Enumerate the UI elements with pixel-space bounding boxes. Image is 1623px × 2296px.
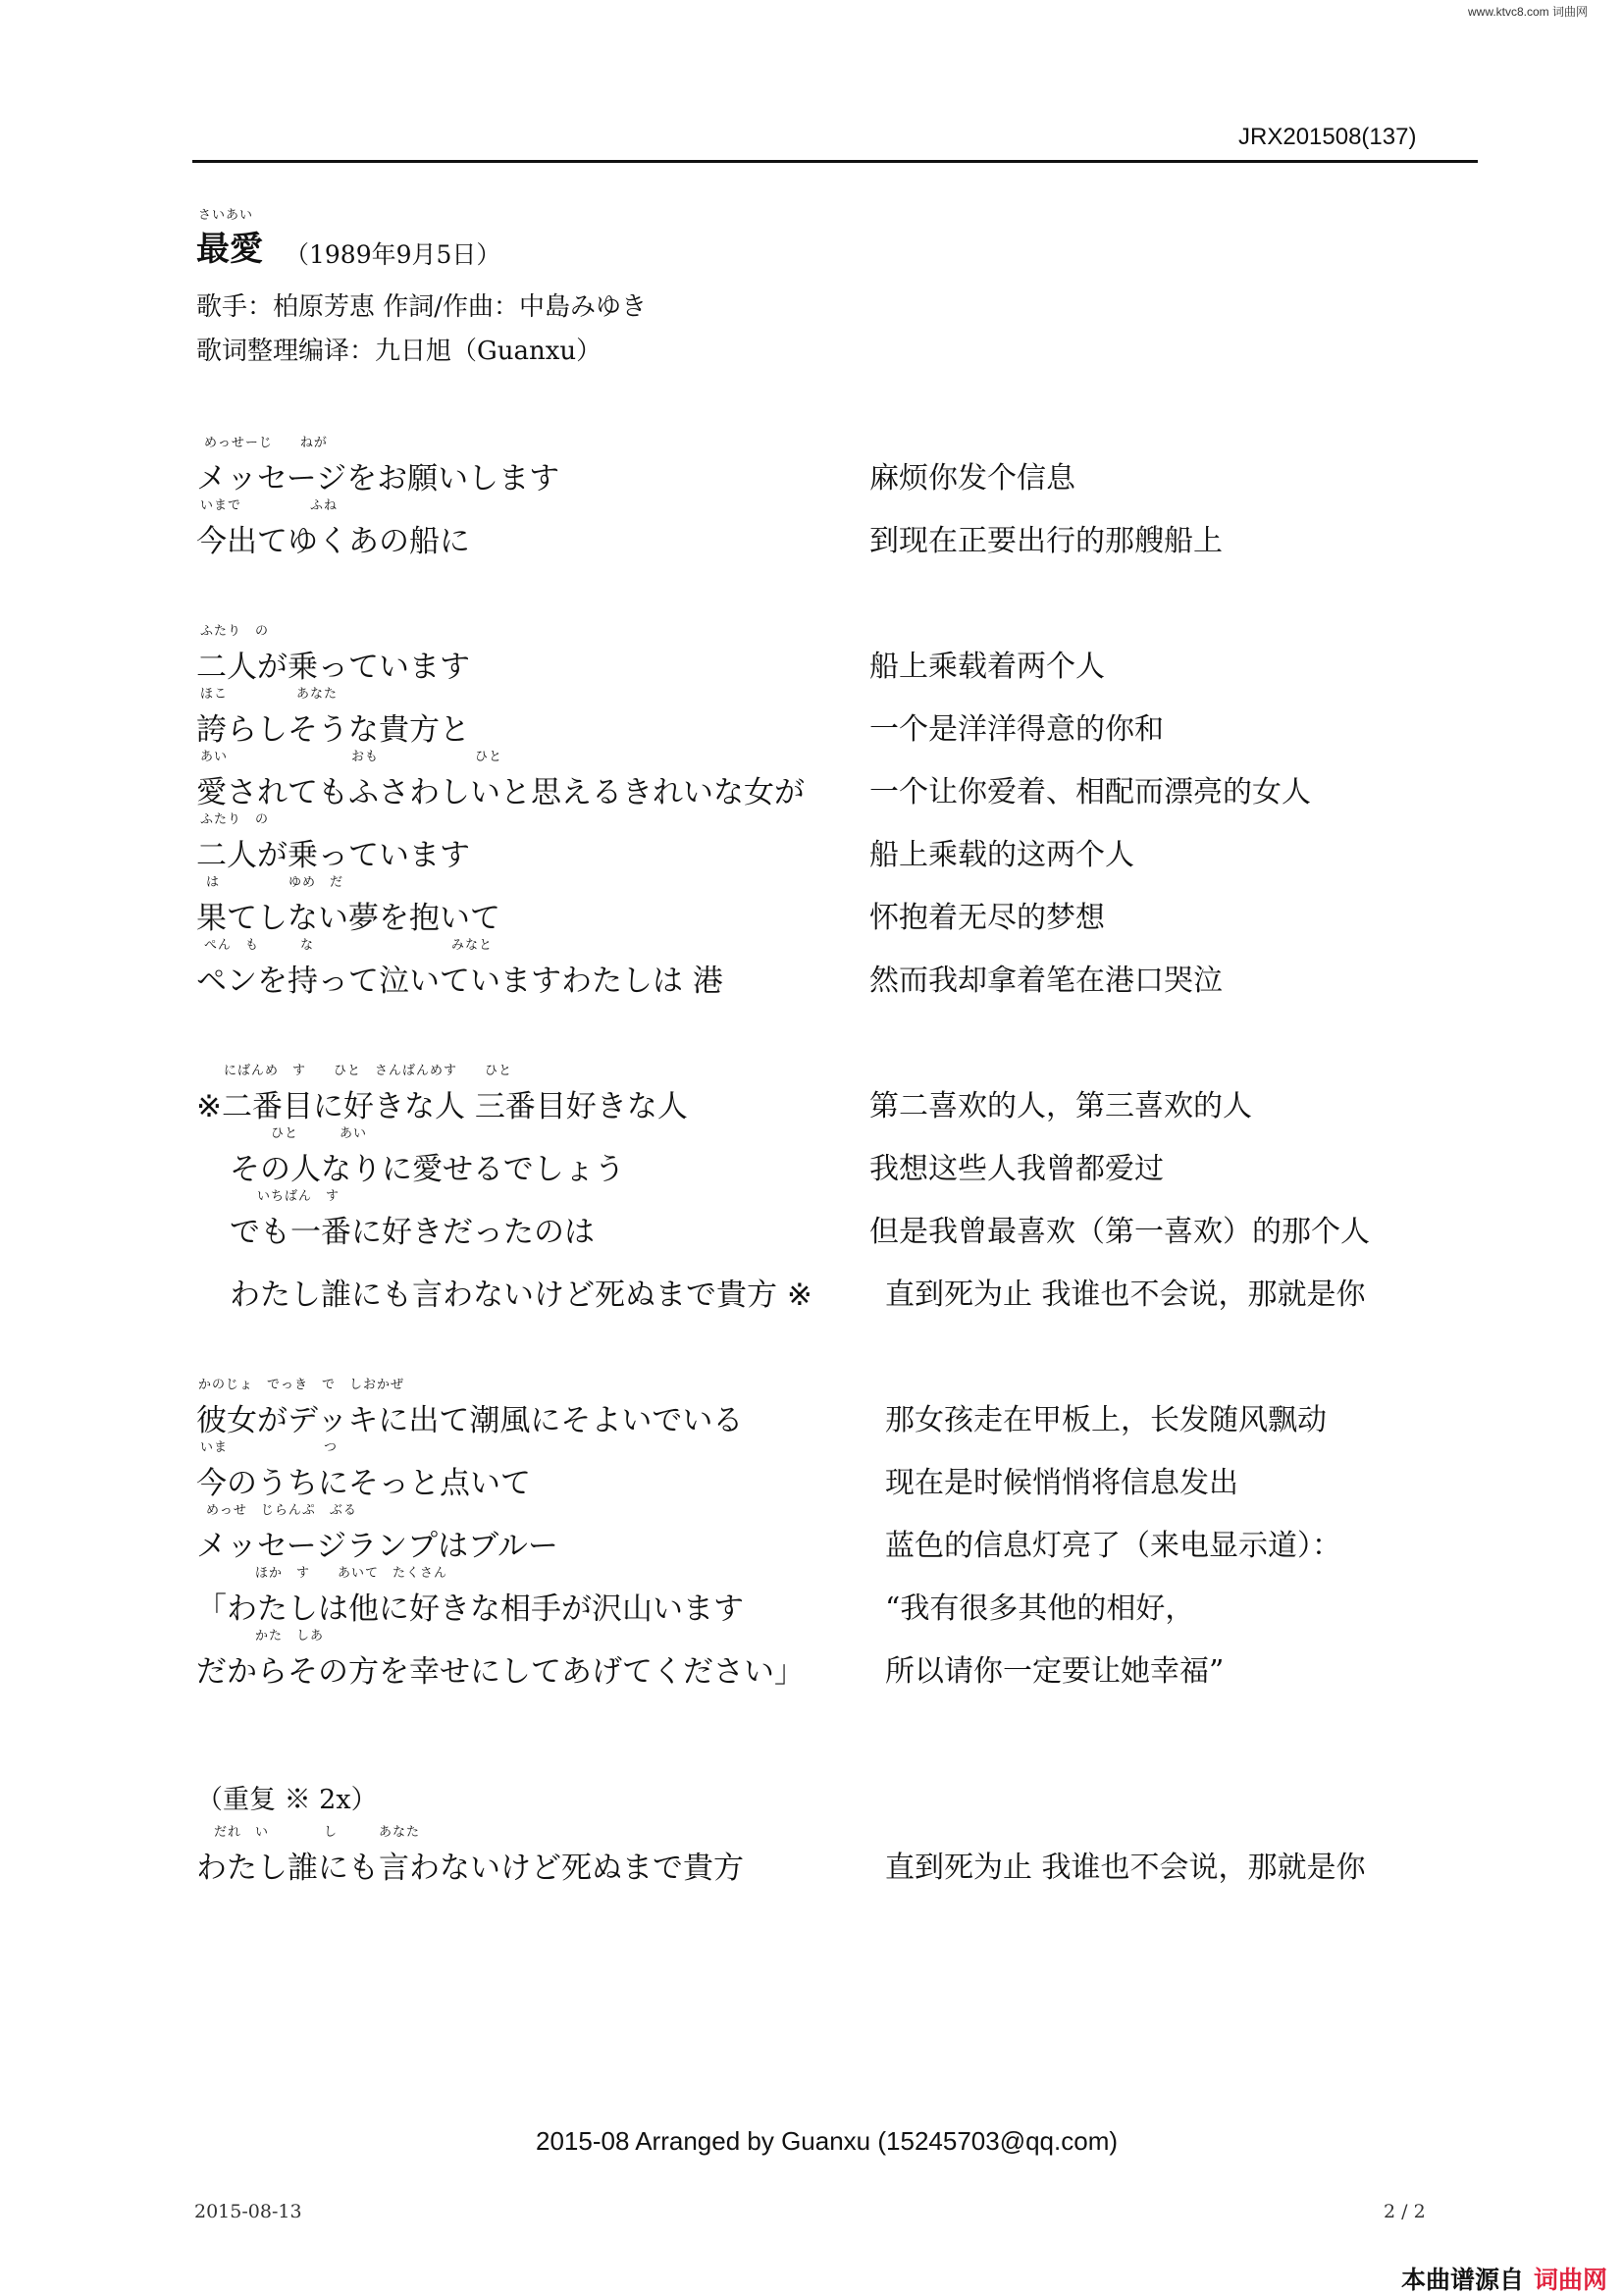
lyric-chinese: 第二喜欢的人，第三喜欢的人 <box>869 1089 1252 1123</box>
lyric-ruby: だれ い し あなた <box>200 1825 421 1840</box>
lyric-ruby: ぺん も な みなと <box>204 938 494 953</box>
lyric-ruby: いまで ふね <box>200 498 339 513</box>
lyric-chinese: 现在是时候悄悄将信息发出 <box>885 1466 1238 1500</box>
lyric-ruby: あい おも ひと <box>200 750 503 764</box>
lyric-japanese: 彼女がデッキに出て潮風にそよいでいる <box>196 1403 744 1438</box>
song-date: （1989年9月5日） <box>285 240 501 269</box>
lyric-line <box>0 809 1623 877</box>
editor-credits: 歌词整理编译：九日旭（Guanxu） <box>196 337 602 366</box>
source-brand[interactable]: 词曲网 <box>1534 2266 1608 2294</box>
lyric-ruby: は ゆめ だ <box>206 875 344 890</box>
song-title: 最愛 <box>196 230 263 269</box>
print-date: 2015-08-13 <box>194 2201 302 2222</box>
lyric-chinese: “我有很多其他的相好， <box>885 1592 1195 1626</box>
repeat-note: （重复 ※ 2x） <box>196 1785 378 1815</box>
site-url: www.ktvc8.com 词曲网 <box>1468 5 1589 19</box>
lyric-line <box>0 871 1623 940</box>
lyric-line <box>0 1060 1623 1128</box>
lyric-ruby: ひと あい <box>230 1126 368 1141</box>
lyric-line <box>0 1562 1623 1631</box>
title-ruby: さいあい <box>198 208 254 223</box>
header-rule <box>192 160 1478 163</box>
lyric-line <box>0 1499 1623 1568</box>
lyric-chinese: 蓝色的信息灯亮了（来电显示道）： <box>885 1529 1341 1563</box>
lyric-line <box>0 1185 1623 1254</box>
lyric-line <box>0 1374 1623 1442</box>
lyric-japanese: でも一番に好きだったのは <box>230 1215 595 1250</box>
lyric-line <box>0 934 1623 1003</box>
lyric-chinese: 所以请你一定要让她幸福” <box>885 1654 1225 1689</box>
lyric-ruby: ほか す あいて たくさん <box>200 1566 448 1581</box>
lyric-japanese: 二人が乗っています <box>196 650 470 685</box>
lyric-japanese: 今出てゆくあの船に <box>196 524 470 559</box>
lyric-ruby: めっせ じらんぷ ぶる <box>206 1503 357 1518</box>
lyric-chinese: 我想这些人我曾都爱过 <box>869 1152 1164 1186</box>
lyric-ruby: ふたり の <box>200 812 270 827</box>
lyric-japanese: 「わたしは他に好きな相手が沢山います <box>196 1592 744 1627</box>
lyric-line <box>0 746 1623 814</box>
source-label: 本曲谱源自 <box>1401 2266 1525 2294</box>
lyric-line <box>0 1625 1623 1694</box>
lyric-japanese: メッセージランプはブルー <box>196 1529 558 1564</box>
lyric-chinese: 然而我却拿着笔在港口哭泣 <box>869 964 1223 998</box>
lyric-line <box>0 683 1623 752</box>
lyric-ruby: ふたり の <box>200 624 270 639</box>
lyric-chinese: 但是我曾最喜欢（第一喜欢）的那个人 <box>869 1215 1370 1249</box>
lyric-chinese: 一个让你爱着、相配而漂亮的女人 <box>869 775 1311 809</box>
lyric-chinese: 直到死为止 我谁也不会说，那就是你 <box>885 1278 1366 1312</box>
lyric-chinese: 船上乘载着两个人 <box>869 650 1105 684</box>
lyric-line <box>0 1248 1623 1317</box>
lyric-chinese: 那女孩走在甲板上，长发随风飘动 <box>885 1403 1327 1437</box>
lyric-ruby: めっせーじ ねが <box>204 436 328 450</box>
lyric-ruby: ほこ あなた <box>200 687 339 702</box>
lyric-japanese: ※二番目に好きな人 三番目好きな人 <box>196 1089 688 1124</box>
lyric-line <box>0 1122 1623 1191</box>
lyric-chinese: 麻烦你发个信息 <box>869 461 1075 496</box>
lyric-japanese: メッセージをお願いします <box>196 461 560 496</box>
lyric-chinese: 到现在正要出行的那艘船上 <box>869 524 1223 558</box>
lyric-ruby: かのじょ でっき で しおかぜ <box>198 1378 405 1392</box>
lyric-ruby: かた しあ <box>200 1629 325 1644</box>
arranger-credit: 2015-08 Arranged by Guanxu (15245703@qq.com) <box>536 2126 1119 2156</box>
lyric-chinese: 怀抱着无尽的梦想 <box>869 901 1105 935</box>
page-number: 2 / 2 <box>1384 2201 1426 2222</box>
lyric-ruby: にばんめ す ひと さんばんめす ひと <box>210 1064 513 1078</box>
lyric-japanese: ペンを持って泣いていますわたしは 港 <box>196 964 723 999</box>
lyric-ruby: いま つ <box>200 1440 339 1455</box>
lyric-line <box>0 1436 1623 1505</box>
lyric-ruby: いちばん す <box>230 1189 340 1204</box>
lyric-japanese: 今のうちにそっと点いて <box>196 1466 531 1501</box>
lyric-chinese: 直到死为止 我谁也不会说，那就是你 <box>885 1851 1366 1885</box>
lyric-line <box>0 1821 1623 1890</box>
lyric-japanese: 果てしない夢を抱いて <box>196 901 500 936</box>
lyric-japanese: その人なりに愛せるでしょう <box>230 1152 625 1187</box>
lyric-chinese: 船上乘载的这两个人 <box>869 838 1134 872</box>
lyric-japanese: 愛されてもふさわしいと思えるきれいな女が <box>196 775 805 810</box>
lyric-japanese: 二人が乗っています <box>196 838 470 873</box>
lyric-chinese: 一个是洋洋得意的你和 <box>869 712 1164 747</box>
lyric-japanese: 誇らしそうな貴方と <box>196 712 470 748</box>
document-code: JRX201508(137) <box>1238 124 1417 150</box>
lyric-japanese: だからその方を幸せにしてあげてください」 <box>196 1654 805 1690</box>
lyric-line <box>0 620 1623 689</box>
singer-credits: 歌手：柏原芳恵 作詞/作曲：中島みゆき <box>196 292 648 322</box>
lyric-japanese: わたし誰にも言わないけど死ぬまで貴方 ※ <box>230 1278 812 1313</box>
lyric-line <box>0 495 1623 563</box>
lyric-japanese: わたし誰にも言わないけど死ぬまで貴方 <box>196 1851 744 1886</box>
lyric-line <box>0 432 1623 500</box>
